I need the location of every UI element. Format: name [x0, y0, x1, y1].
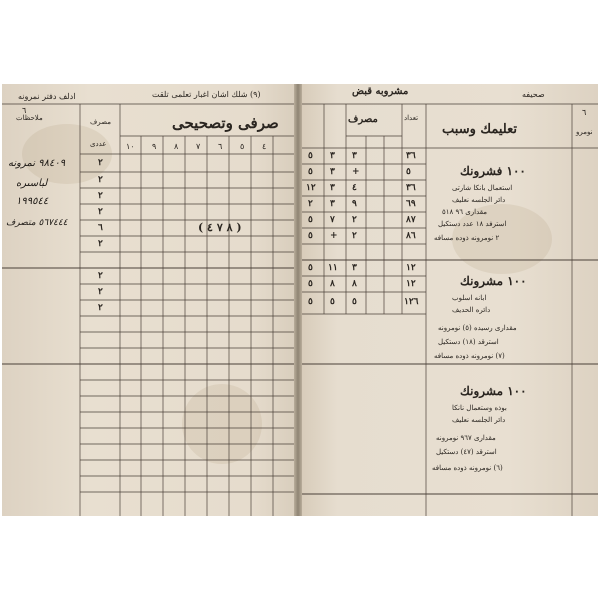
table-cell: ٨: [330, 279, 335, 289]
left-column-head-1: مصرف: [90, 118, 111, 126]
entry-line: (٧) نومرونه ذوده مسافه: [434, 352, 505, 360]
handwritten-note: ٥٦٧٤٤٤ متصرف: [6, 218, 68, 228]
table-cell: ٨٦: [406, 231, 416, 241]
column-number: ٨: [174, 142, 179, 151]
book-gutter: [294, 84, 302, 516]
entry-line: ابانه اسلوب: [452, 294, 487, 302]
number-column-head: نومرو: [576, 128, 593, 136]
count-cell: ٢: [98, 175, 103, 185]
description-column-head: تعليمك وسبب: [442, 122, 517, 137]
entry-line: بوذه وستعمال نانكا: [452, 404, 507, 412]
table-cell: ٨: [352, 279, 357, 289]
right-corner-number: ٦: [582, 108, 587, 117]
table-cell: ٣٦: [406, 183, 416, 193]
table-cell: ٣: [330, 183, 335, 193]
table-cell: ٢: [308, 199, 313, 209]
entry-line: دائره الحديف: [452, 306, 491, 314]
table-cell: ٣: [330, 151, 335, 161]
count-cell: ٦: [98, 223, 103, 233]
table-cell: ٥: [308, 263, 313, 273]
entry-line: ٢ نومرونه ذوده مسافه: [434, 234, 500, 242]
table-cell: ٨٧: [406, 215, 416, 225]
table-cell: ٢: [352, 231, 357, 241]
entry-line: استرفد ١٨ عدد دستكيل: [438, 220, 507, 228]
entry-line: دائر الجلسه نعليف: [452, 416, 506, 424]
count-cell: ٢: [98, 191, 103, 201]
count-cell: ٢: [98, 303, 103, 313]
entry-heading: ١٠٠ مشرونك: [460, 274, 527, 288]
received-column-head: مصرف: [348, 114, 378, 125]
column-number: ٤: [262, 142, 267, 151]
count-cell: ٢: [98, 207, 103, 217]
right-page: [302, 84, 598, 516]
entry-line: استعمال بانكا شارتى: [452, 184, 513, 192]
right-header-title: مشروبه قبض: [352, 86, 409, 97]
column-number: ٧: [196, 142, 201, 151]
table-cell: ١٢: [406, 263, 416, 273]
table-cell: ٩: [352, 199, 357, 209]
table-cell: ٥: [308, 231, 313, 241]
right-header-label: صحيفه: [522, 90, 545, 99]
table-cell: ٥: [330, 297, 335, 307]
table-cell: ٥: [308, 167, 313, 177]
table-cell: ٥: [308, 297, 313, 307]
column-number: ٦: [218, 142, 223, 151]
entry-line: مقدارى ٩٦٧ نومرونه: [436, 434, 496, 442]
table-cell: ١٢: [306, 183, 316, 193]
left-corner-number: ٦: [22, 106, 27, 115]
count-cell: ٢: [98, 239, 103, 249]
entry-line: مقدارى رسيده (٥) نومرونه: [438, 324, 517, 332]
left-corner-label: ملاحظات: [16, 114, 43, 122]
handwritten-note: ٩٨٤٠٩ نمرونه: [8, 158, 66, 169]
table-cell: ٣: [352, 263, 357, 273]
table-cell: ٧: [330, 215, 335, 225]
handwritten-note: ١٩٩٥٤٤: [16, 196, 49, 207]
column-number: ٥: [240, 142, 245, 151]
entry-line: استرقد (١٨) دستكيل: [438, 338, 499, 346]
left-header-right: ادلف دفتر نمرونه: [18, 92, 76, 101]
left-header-line: (٩) شلك اشان اغبار تعلمى تلقت: [152, 90, 261, 99]
table-cell: ٥: [308, 215, 313, 225]
table-cell: ١٢: [406, 279, 416, 289]
count-cell: ٢: [98, 287, 103, 297]
entry-line: دائر الجلسه نعليف: [452, 196, 506, 204]
table-cell: ١١: [328, 263, 338, 273]
table-cell: ٣: [330, 199, 335, 209]
handwritten-note: لباسىره: [16, 178, 48, 189]
left-column-head-2: عددى: [90, 140, 107, 148]
left-ledger-grid: [2, 84, 294, 516]
table-cell: +: [352, 167, 360, 177]
table-cell: ١٢٦: [404, 297, 419, 307]
entry-line: (٦) نومرونه ذوده مسافه: [432, 464, 503, 472]
entry-heading: ١٠٠ مشرونك: [460, 384, 527, 398]
left-section-title: صرفى وتصحيحى: [172, 114, 279, 132]
open-booklet: [0, 84, 600, 516]
table-cell: ٣٦: [406, 151, 416, 161]
count-column-head: تعداد: [404, 114, 419, 122]
column-number: ١٠: [126, 142, 135, 151]
table-cell: ٢: [352, 215, 357, 225]
table-cell: ٥: [308, 151, 313, 161]
table-cell: ٣: [352, 151, 357, 161]
entry-line: استرقد (٤٧) دستكيل: [436, 448, 497, 456]
column-number: ٩: [152, 142, 157, 151]
bracket-numbers: ( ٨ ٧ ٤ ): [198, 221, 242, 234]
table-cell: ٤: [352, 183, 357, 193]
table-cell: ٣: [330, 167, 335, 177]
table-cell: +: [330, 231, 338, 241]
table-cell: ٦٩: [406, 199, 416, 209]
table-cell: ٥: [352, 297, 357, 307]
table-cell: ٥: [308, 279, 313, 289]
left-page: [2, 84, 294, 516]
entry-heading: ١٠٠ فشرونك: [460, 164, 526, 178]
entry-line: مقدارى ٩٦ ٥١٨: [442, 208, 488, 216]
count-cell: ٢: [98, 158, 103, 168]
table-cell: ٥: [406, 167, 411, 177]
count-cell: ٢: [98, 271, 103, 281]
